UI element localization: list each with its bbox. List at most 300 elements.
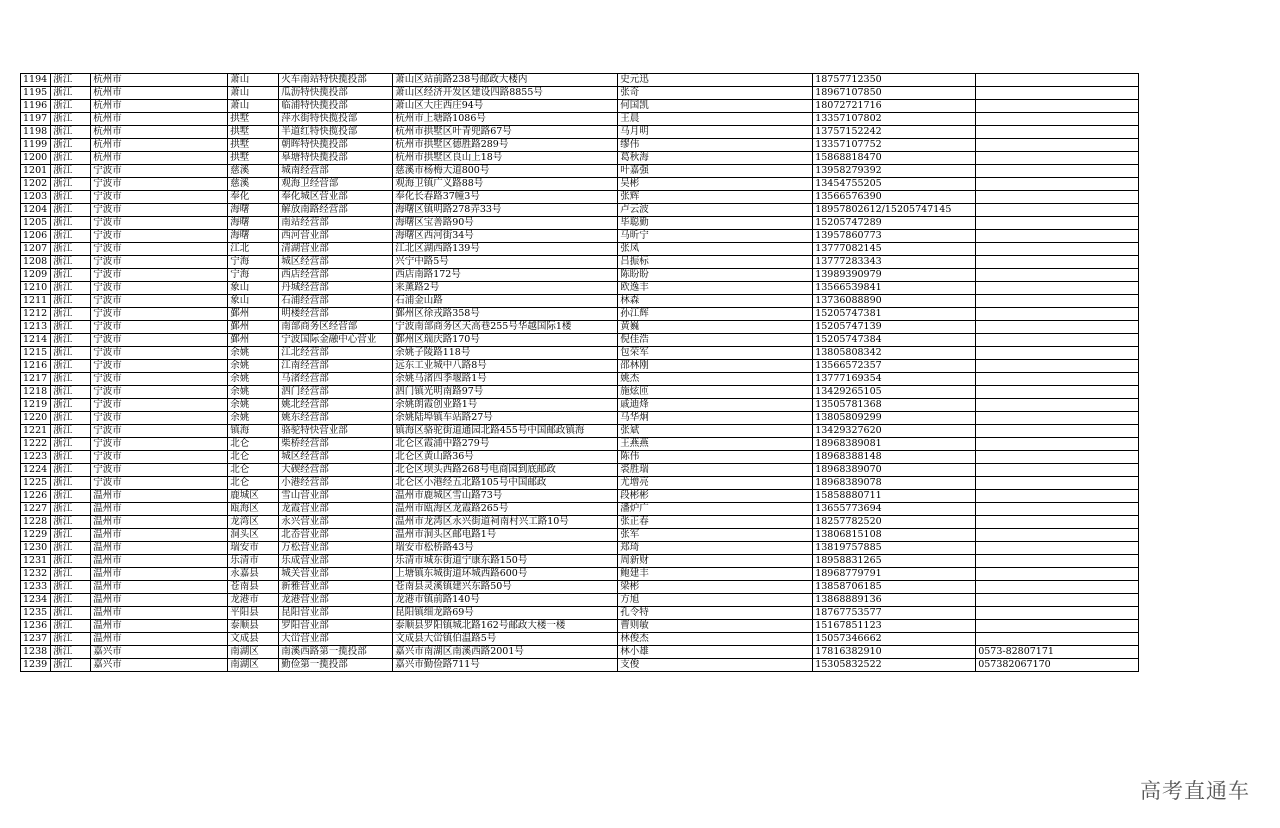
province-cell: 浙江 [51, 217, 91, 230]
table-row [21, 113, 1139, 126]
province-cell: 浙江 [51, 542, 91, 555]
address-cell: 杭州市拱墅区德胜路289号 [393, 139, 618, 152]
table-row [21, 230, 1139, 243]
district-cell: 慈溪 [228, 165, 279, 178]
district-cell: 洞头区 [228, 529, 279, 542]
table-row [21, 178, 1139, 191]
address-cell: 鄞州区瑞庆路170号 [393, 334, 618, 347]
address-cell: 萧山区大庄西庄94号 [393, 100, 618, 113]
landline-cell [976, 529, 1139, 542]
contact-name-cell: 毕聪勤 [618, 217, 813, 230]
branch-cell: 姚北经营部 [279, 399, 393, 412]
phone-cell: 13566539841 [813, 282, 976, 295]
row-number: 1230 [21, 542, 51, 555]
province-cell: 浙江 [51, 503, 91, 516]
table-row [21, 555, 1139, 568]
address-cell: 鄞州区徐戎路358号 [393, 308, 618, 321]
address-cell: 北仑区坝头西路268号电商园到底邮政 [393, 464, 618, 477]
landline-cell [976, 243, 1139, 256]
phone-cell: 13454755205 [813, 178, 976, 191]
branch-cell: 南部商务区经营部 [279, 321, 393, 334]
branch-cell: 万松营业部 [279, 542, 393, 555]
contact-name-cell: 何国凯 [618, 100, 813, 113]
table-row [21, 334, 1139, 347]
table-row [21, 490, 1139, 503]
branch-cell: 城关营业部 [279, 568, 393, 581]
phone-cell: 13736088890 [813, 295, 976, 308]
district-cell: 宁海 [228, 269, 279, 282]
city-cell: 宁波市 [91, 295, 228, 308]
address-cell: 远东工业城中八路8号 [393, 360, 618, 373]
table-row [21, 425, 1139, 438]
district-cell: 鄞州 [228, 321, 279, 334]
phone-cell: 13429265105 [813, 386, 976, 399]
city-cell: 温州市 [91, 594, 228, 607]
phone-cell: 18257782520 [813, 516, 976, 529]
city-cell: 宁波市 [91, 347, 228, 360]
province-cell: 浙江 [51, 633, 91, 646]
table-row [21, 308, 1139, 321]
address-cell: 石浦金山路 [393, 295, 618, 308]
city-cell: 宁波市 [91, 334, 228, 347]
contact-name-cell: 张奇 [618, 87, 813, 100]
table-row [21, 451, 1139, 464]
city-cell: 嘉兴市 [91, 659, 228, 672]
row-number: 1204 [21, 204, 51, 217]
address-cell: 泰顺县罗阳镇城北路162号邮政大楼一楼 [393, 620, 618, 633]
table-row [21, 191, 1139, 204]
contact-name-cell: 马昕宁 [618, 230, 813, 243]
province-cell: 浙江 [51, 74, 91, 87]
address-cell: 北仑区小港经五北路105号中国邮政 [393, 477, 618, 490]
province-cell: 浙江 [51, 386, 91, 399]
city-cell: 宁波市 [91, 386, 228, 399]
district-cell: 龙港市 [228, 594, 279, 607]
province-cell: 浙江 [51, 256, 91, 269]
table-row [21, 100, 1139, 113]
phone-cell: 17816382910 [813, 646, 976, 659]
landline-cell [976, 295, 1139, 308]
city-cell: 杭州市 [91, 113, 228, 126]
branch-cell: 石浦经营部 [279, 295, 393, 308]
branch-cell: 昆阳营业部 [279, 607, 393, 620]
address-cell: 温州市龙湾区永兴街道祠南村兴工路10号 [393, 516, 618, 529]
province-cell: 浙江 [51, 477, 91, 490]
contact-name-cell: 林俊杰 [618, 633, 813, 646]
table-row [21, 399, 1139, 412]
row-number: 1198 [21, 126, 51, 139]
city-cell: 温州市 [91, 555, 228, 568]
row-number: 1229 [21, 529, 51, 542]
phone-cell: 15205747139 [813, 321, 976, 334]
landline-cell [976, 334, 1139, 347]
phone-cell: 13989390979 [813, 269, 976, 282]
province-cell: 浙江 [51, 425, 91, 438]
landline-cell [976, 178, 1139, 191]
branch-cell: 西河营业部 [279, 230, 393, 243]
district-cell: 龙湾区 [228, 516, 279, 529]
address-cell: 宁波南部商务区天高巷255号华越国际1楼 [393, 321, 618, 334]
city-cell: 宁波市 [91, 412, 228, 425]
table-row [21, 568, 1139, 581]
landline-cell [976, 230, 1139, 243]
branch-cell: 明楼经营部 [279, 308, 393, 321]
row-number: 1222 [21, 438, 51, 451]
table-row [21, 321, 1139, 334]
contact-name-cell: 曹则敏 [618, 620, 813, 633]
branch-cell: 龙霞营业部 [279, 503, 393, 516]
phone-cell: 15868818470 [813, 152, 976, 165]
contact-name-cell: 梁彬 [618, 581, 813, 594]
phone-cell: 15205747384 [813, 334, 976, 347]
phone-cell: 13566572357 [813, 360, 976, 373]
contact-name-cell: 戚迪烽 [618, 399, 813, 412]
landline-cell [976, 256, 1139, 269]
city-cell: 杭州市 [91, 87, 228, 100]
phone-cell: 13566576390 [813, 191, 976, 204]
landline-cell [976, 100, 1139, 113]
address-cell: 西店南路172号 [393, 269, 618, 282]
branch-cell: 萍水街特快揽投部 [279, 113, 393, 126]
contact-name-cell: 王晨 [618, 113, 813, 126]
contact-name-cell: 鲍建丰 [618, 568, 813, 581]
row-number: 1214 [21, 334, 51, 347]
landline-cell [976, 113, 1139, 126]
branch-cell: 大碶经营部 [279, 464, 393, 477]
city-cell: 杭州市 [91, 139, 228, 152]
branch-cell: 瓜沥特快揽投部 [279, 87, 393, 100]
row-number: 1220 [21, 412, 51, 425]
city-cell: 温州市 [91, 607, 228, 620]
province-cell: 浙江 [51, 87, 91, 100]
branch-cell: 解放南路经营部 [279, 204, 393, 217]
table-row [21, 607, 1139, 620]
table-row [21, 542, 1139, 555]
row-number: 1206 [21, 230, 51, 243]
table-row [21, 74, 1139, 87]
table-row [21, 464, 1139, 477]
contact-name-cell: 陈盼盼 [618, 269, 813, 282]
phone-cell: 13777283343 [813, 256, 976, 269]
district-cell: 北仑 [228, 451, 279, 464]
table-row [21, 594, 1139, 607]
landline-cell [976, 87, 1139, 100]
city-cell: 宁波市 [91, 373, 228, 386]
city-cell: 温州市 [91, 529, 228, 542]
landline-cell [976, 412, 1139, 425]
city-cell: 宁波市 [91, 425, 228, 438]
province-cell: 浙江 [51, 451, 91, 464]
row-number: 1199 [21, 139, 51, 152]
city-cell: 宁波市 [91, 217, 228, 230]
contact-name-cell: 施炫匝 [618, 386, 813, 399]
branch-cell: 城南经营部 [279, 165, 393, 178]
branch-cell: 江南经营部 [279, 360, 393, 373]
district-cell: 北仑 [228, 464, 279, 477]
city-cell: 宁波市 [91, 477, 228, 490]
table-row [21, 165, 1139, 178]
row-number: 1216 [21, 360, 51, 373]
address-cell: 海曙区镇明路278弄33号 [393, 204, 618, 217]
city-cell: 宁波市 [91, 399, 228, 412]
row-number: 1224 [21, 464, 51, 477]
address-cell: 乐清市城东街道宁康东路150号 [393, 555, 618, 568]
phone-cell: 15858880711 [813, 490, 976, 503]
address-cell: 上塘镇东城街道环城西路600号 [393, 568, 618, 581]
phone-cell: 15205747381 [813, 308, 976, 321]
row-number: 1238 [21, 646, 51, 659]
phone-cell: 13958279392 [813, 165, 976, 178]
phone-cell: 18968389070 [813, 464, 976, 477]
row-number: 1212 [21, 308, 51, 321]
table-row [21, 529, 1139, 542]
province-cell: 浙江 [51, 165, 91, 178]
table-row [21, 282, 1139, 295]
branch-cell: 姚东经营部 [279, 412, 393, 425]
province-cell: 浙江 [51, 464, 91, 477]
address-cell: 嘉兴市勤俭路711号 [393, 659, 618, 672]
phone-cell: 13868889136 [813, 594, 976, 607]
address-cell: 杭州市上塘路1086号 [393, 113, 618, 126]
contact-name-cell: 周新财 [618, 555, 813, 568]
table-row [21, 87, 1139, 100]
province-cell: 浙江 [51, 555, 91, 568]
address-cell: 余姚马渚四季堰路1号 [393, 373, 618, 386]
row-number: 1195 [21, 87, 51, 100]
province-cell: 浙江 [51, 347, 91, 360]
row-number: 1217 [21, 373, 51, 386]
city-cell: 温州市 [91, 503, 228, 516]
district-cell: 北仑 [228, 438, 279, 451]
city-cell: 嘉兴市 [91, 646, 228, 659]
landline-cell [976, 165, 1139, 178]
landline-cell [976, 477, 1139, 490]
city-cell: 宁波市 [91, 464, 228, 477]
district-cell: 平阳县 [228, 607, 279, 620]
landline-cell [976, 464, 1139, 477]
landline-cell [976, 269, 1139, 282]
address-cell: 兴宁中路5号 [393, 256, 618, 269]
province-cell: 浙江 [51, 412, 91, 425]
district-cell: 余姚 [228, 360, 279, 373]
table-row [21, 243, 1139, 256]
address-cell: 萧山区站前路238号邮政大楼内 [393, 74, 618, 87]
table-row [21, 152, 1139, 165]
district-cell: 拱墅 [228, 139, 279, 152]
landline-cell [976, 204, 1139, 217]
branch-cell: 龙港营业部 [279, 594, 393, 607]
table-row [21, 633, 1139, 646]
contact-name-cell: 史元迅 [618, 74, 813, 87]
district-cell: 余姚 [228, 386, 279, 399]
contact-name-cell: 郑琦 [618, 542, 813, 555]
province-cell: 浙江 [51, 399, 91, 412]
city-cell: 宁波市 [91, 230, 228, 243]
city-cell: 宁波市 [91, 256, 228, 269]
row-number: 1211 [21, 295, 51, 308]
landline-cell [976, 542, 1139, 555]
landline-cell [976, 321, 1139, 334]
city-cell: 宁波市 [91, 451, 228, 464]
landline-cell [976, 399, 1139, 412]
landline-cell [976, 347, 1139, 360]
district-cell: 海曙 [228, 230, 279, 243]
branch-cell: 城区经营部 [279, 256, 393, 269]
city-cell: 杭州市 [91, 74, 228, 87]
branch-cell: 城区经营部 [279, 451, 393, 464]
row-number: 1200 [21, 152, 51, 165]
city-cell: 温州市 [91, 633, 228, 646]
address-cell: 江北区湖西路139号 [393, 243, 618, 256]
address-cell: 观海卫镇广义路88号 [393, 178, 618, 191]
landline-cell [976, 620, 1139, 633]
landline-cell [976, 516, 1139, 529]
address-cell: 杭州市拱墅区叶青兜路67号 [393, 126, 618, 139]
phone-cell: 13805808342 [813, 347, 976, 360]
province-cell: 浙江 [51, 659, 91, 672]
contact-name-cell: 包荣军 [618, 347, 813, 360]
address-cell: 奉化长春路37幢3号 [393, 191, 618, 204]
table-row [21, 438, 1139, 451]
table-row [21, 360, 1139, 373]
row-number: 1228 [21, 516, 51, 529]
address-cell: 温州市鹿城区雪山路73号 [393, 490, 618, 503]
city-cell: 宁波市 [91, 360, 228, 373]
address-cell: 嘉兴市南湖区南溪西路2001号 [393, 646, 618, 659]
city-cell: 宁波市 [91, 243, 228, 256]
row-number: 1236 [21, 620, 51, 633]
landline-cell [976, 568, 1139, 581]
landline-cell [976, 386, 1139, 399]
province-cell: 浙江 [51, 100, 91, 113]
city-cell: 杭州市 [91, 100, 228, 113]
row-number: 1232 [21, 568, 51, 581]
district-cell: 象山 [228, 295, 279, 308]
province-cell: 浙江 [51, 295, 91, 308]
address-cell: 杭州市拱墅区良山上18号 [393, 152, 618, 165]
branch-cell: 小港经营部 [279, 477, 393, 490]
branch-cell: 西店经营部 [279, 269, 393, 282]
district-cell: 余姚 [228, 347, 279, 360]
phone-cell: 15167851123 [813, 620, 976, 633]
landline-cell [976, 555, 1139, 568]
city-cell: 宁波市 [91, 269, 228, 282]
province-cell: 浙江 [51, 139, 91, 152]
table-row [21, 295, 1139, 308]
phone-cell: 18072721716 [813, 100, 976, 113]
district-cell: 江北 [228, 243, 279, 256]
table-row [21, 269, 1139, 282]
branch-cell: 雪山营业部 [279, 490, 393, 503]
branch-cell: 柴桥经营部 [279, 438, 393, 451]
contact-name-cell: 欧逸丰 [618, 282, 813, 295]
province-cell: 浙江 [51, 308, 91, 321]
city-cell: 宁波市 [91, 165, 228, 178]
district-cell: 拱墅 [228, 152, 279, 165]
contact-name-cell: 段彬彬 [618, 490, 813, 503]
contact-name-cell: 黄巍 [618, 321, 813, 334]
contact-name-cell: 葛秋海 [618, 152, 813, 165]
branch-cell: 南溪西路第一揽投部 [279, 646, 393, 659]
table-row [21, 477, 1139, 490]
table-row [21, 217, 1139, 230]
province-cell: 浙江 [51, 646, 91, 659]
table-row [21, 516, 1139, 529]
branch-cell: 马渚经营部 [279, 373, 393, 386]
district-cell: 拱墅 [228, 126, 279, 139]
city-cell: 温州市 [91, 620, 228, 633]
row-number: 1239 [21, 659, 51, 672]
district-cell: 海曙 [228, 217, 279, 230]
row-number: 1215 [21, 347, 51, 360]
province-cell: 浙江 [51, 126, 91, 139]
row-number: 1203 [21, 191, 51, 204]
province-cell: 浙江 [51, 191, 91, 204]
phone-cell: 13655773694 [813, 503, 976, 516]
address-cell: 来薰路2号 [393, 282, 618, 295]
address-cell: 慈溪市杨梅大道800号 [393, 165, 618, 178]
row-number: 1196 [21, 100, 51, 113]
row-number: 1231 [21, 555, 51, 568]
row-number: 1225 [21, 477, 51, 490]
province-cell: 浙江 [51, 178, 91, 191]
province-cell: 浙江 [51, 373, 91, 386]
contact-name-cell: 张正春 [618, 516, 813, 529]
row-number: 1227 [21, 503, 51, 516]
contact-name-cell: 林小雄 [618, 646, 813, 659]
branch-cell: 泗门经营部 [279, 386, 393, 399]
landline-cell [976, 139, 1139, 152]
province-cell: 浙江 [51, 620, 91, 633]
landline-cell [976, 74, 1139, 87]
branch-cell: 乐成营业部 [279, 555, 393, 568]
city-cell: 温州市 [91, 568, 228, 581]
landline-cell [976, 282, 1139, 295]
province-cell: 浙江 [51, 490, 91, 503]
city-cell: 杭州市 [91, 126, 228, 139]
row-number: 1201 [21, 165, 51, 178]
city-cell: 宁波市 [91, 204, 228, 217]
landline-cell [976, 191, 1139, 204]
district-cell: 乐清市 [228, 555, 279, 568]
district-cell: 奉化 [228, 191, 279, 204]
province-cell: 浙江 [51, 529, 91, 542]
phone-cell: 18968389081 [813, 438, 976, 451]
row-number: 1194 [21, 74, 51, 87]
district-cell: 永嘉县 [228, 568, 279, 581]
address-cell: 北仑区黄山路36号 [393, 451, 618, 464]
district-cell: 北仑 [228, 477, 279, 490]
branch-cell: 宁波国际金融中心营业 [279, 334, 393, 347]
landline-cell [976, 607, 1139, 620]
phone-cell: 13858706185 [813, 581, 976, 594]
address-cell: 萧山区经济开发区建设四路8855号 [393, 87, 618, 100]
province-cell: 浙江 [51, 516, 91, 529]
contact-name-cell: 陈伟 [618, 451, 813, 464]
table-row [21, 503, 1139, 516]
contact-name-cell: 孙江辉 [618, 308, 813, 321]
phone-cell: 15305832522 [813, 659, 976, 672]
city-cell: 温州市 [91, 581, 228, 594]
district-cell: 萧山 [228, 87, 279, 100]
row-number: 1226 [21, 490, 51, 503]
district-cell: 南湖区 [228, 659, 279, 672]
row-number: 1234 [21, 594, 51, 607]
branch-cell: 新雅营业部 [279, 581, 393, 594]
contact-name-cell: 吴彬 [618, 178, 813, 191]
province-cell: 浙江 [51, 204, 91, 217]
address-cell: 海曙区西河街34号 [393, 230, 618, 243]
